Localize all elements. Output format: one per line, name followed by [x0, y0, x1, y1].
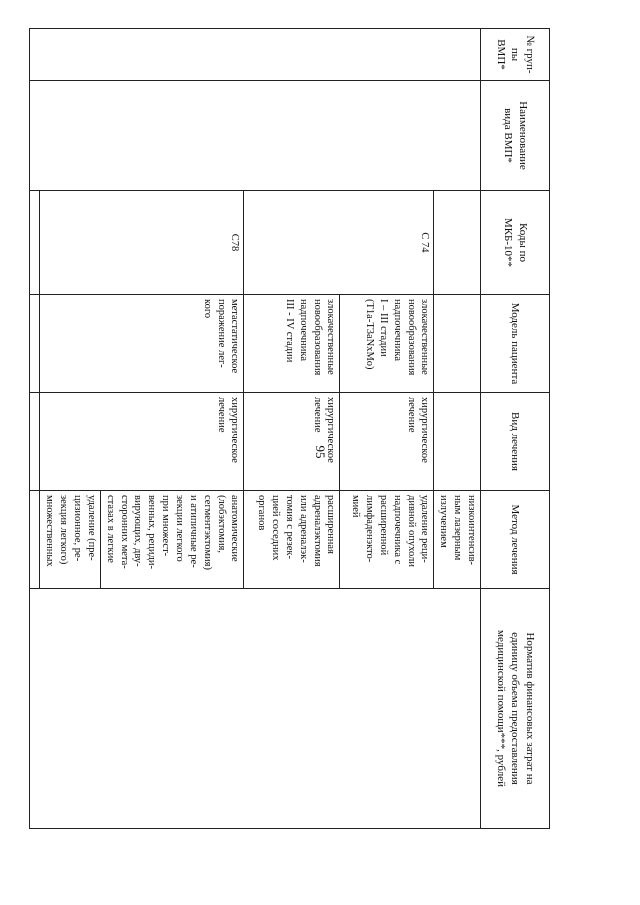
model-cell: [434, 295, 481, 393]
model-cell: метастатическое поражение лег- кого: [40, 295, 244, 393]
group-number-cell: [30, 29, 481, 81]
page-number: 95: [313, 445, 328, 459]
method-cell: удаление реци- дивной опухоли надпочечника с расширенной лимфаденэкто- мией: [340, 491, 434, 589]
vmp-table: [29, 28, 550, 829]
header-group-number: № груп- пы ВМП*: [481, 29, 550, 81]
header-cost-norm: Норматив финансовых затрат на единицу объема предоставления медицинской помощи***, рублей: [481, 589, 550, 829]
treatment-cell: хирургическое лечение: [340, 393, 434, 491]
treatment-cell: [434, 393, 481, 491]
cost-norm-cell: [30, 589, 481, 829]
method-cell: низкоинтенсив- ным лазерным излучением: [434, 491, 481, 589]
table-header-row: [481, 29, 550, 829]
header-vmp-name: Наименование вида ВМП*: [481, 81, 550, 191]
code-cell: С78: [40, 191, 244, 295]
model-cell: злокачественные новообразования надпочечника I – III стадии (T1a-T3aNxMo): [340, 295, 434, 393]
header-treatment-type: Вид лечения: [481, 393, 550, 491]
model-cell: злокачественные новообразования надпочечника III - IV стадии: [244, 295, 340, 393]
method-cell: расширенная адреналэктомия или адреналэк- томия с резек- цией соседних органов: [244, 491, 340, 589]
header-icd-codes: Коды по МКБ-10**: [481, 191, 550, 295]
table-row: [434, 29, 481, 829]
treatment-cell: хирургическое лечение: [40, 393, 244, 491]
vmp-name-cell: [30, 81, 481, 191]
header-treatment-method: Метод лечения: [481, 491, 550, 589]
code-cell: С 74: [244, 191, 434, 295]
treatment-cell: хирургическое лечение: [244, 393, 340, 491]
method-cell: анатомические (лобэктомия, сегментэктомия) и атипичные ре- зекции легкого при множест- венных, рециди- вирующих, дву- сторонних мета- стазах в легкие: [100, 491, 244, 589]
code-cell: [434, 191, 481, 295]
method-cell: удаление (пре- цизионное, ре- зекция легкого) множественных: [40, 491, 100, 589]
rotated-table-sheet: [44, 28, 550, 828]
header-patient-model: Модель пациента: [481, 295, 550, 393]
